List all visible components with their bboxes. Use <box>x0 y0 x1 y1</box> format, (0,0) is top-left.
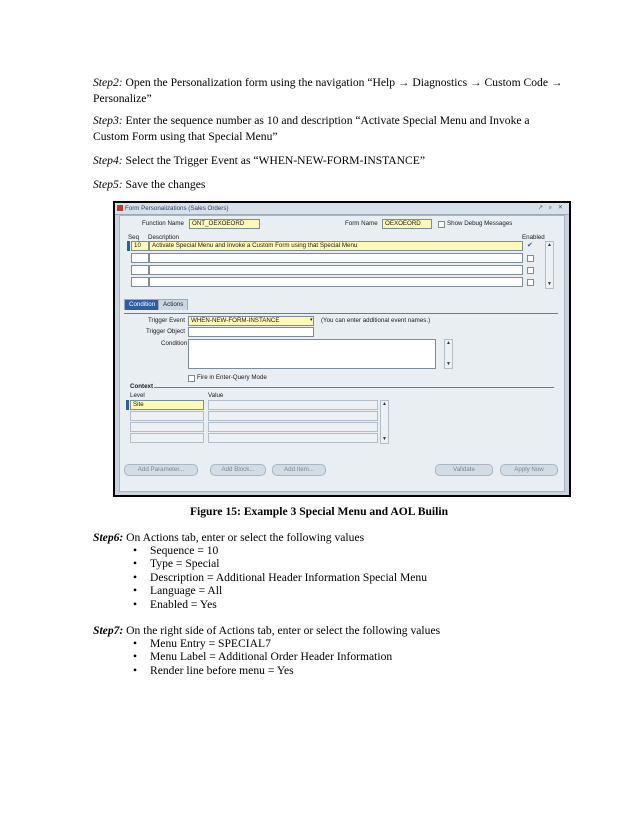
list-item: • Description = Additional Header Information Special Menu <box>133 571 427 584</box>
step3-paragraph <box>93 113 563 144</box>
step2-text: Open the Personalization form using the navigation “Help → Diagnostics → Custom Code → Personalize” <box>93 76 563 105</box>
level-select[interactable] <box>130 433 204 443</box>
show-debug-label: Show Debug Messages <box>447 220 513 227</box>
level-select[interactable]: Site <box>130 400 204 410</box>
step5-text: Save the changes <box>122 178 206 191</box>
step6-text: On Actions tab, enter or select the following values <box>123 531 365 544</box>
description-cell[interactable] <box>149 277 523 287</box>
description-header: Description <box>148 234 179 241</box>
trigger-event-hint: (You can enter additional event names.) <box>321 317 431 324</box>
enabled-check[interactable]: ✔ <box>527 242 533 249</box>
step6-list <box>133 544 427 611</box>
add-parameter-button[interactable]: Add Parameter... <box>124 464 198 476</box>
step5-paragraph <box>93 177 563 193</box>
value-field[interactable] <box>208 411 378 421</box>
seq-cell[interactable] <box>131 277 149 287</box>
row-indicator <box>126 400 129 410</box>
step3-text: Enter the sequence number as 10 and description “Activate Special Menu and Invoke a Custom Form using that Special Menu” <box>93 114 530 143</box>
condition-scrollbar[interactable] <box>444 339 453 369</box>
scroll-up-icon[interactable]: ▲ <box>446 340 451 346</box>
context-divider <box>154 387 554 388</box>
scroll-up-icon[interactable]: ▲ <box>382 401 387 407</box>
scroll-down-icon[interactable]: ▼ <box>382 436 387 442</box>
scroll-up-icon[interactable]: ▲ <box>547 242 552 248</box>
chevron-down-icon[interactable]: ▾ <box>310 317 313 323</box>
list-item: • Type = Special <box>133 557 427 570</box>
figure-caption: Figure 15: Example 3 Special Menu and AOL Builin <box>189 505 449 518</box>
condition-panel <box>124 313 558 462</box>
scroll-down-icon[interactable]: ▼ <box>446 361 451 367</box>
trigger-object-label: Trigger Object <box>146 328 185 335</box>
seq-cell[interactable]: 10 <box>131 241 149 251</box>
level-select[interactable] <box>130 411 204 421</box>
level-header: Level <box>130 392 145 399</box>
tab-condition[interactable]: Condition <box>124 299 160 310</box>
window-controls[interactable]: ↗ ⌕ ✕ <box>537 204 565 211</box>
step4-paragraph <box>93 153 563 169</box>
enabled-checkbox[interactable] <box>527 255 534 262</box>
app-icon <box>117 205 123 211</box>
window-titlebar <box>115 203 569 215</box>
add-block-button[interactable]: Add Block... <box>210 464 266 476</box>
enabled-checkbox[interactable] <box>527 279 534 286</box>
trigger-event-label: Trigger Event <box>148 317 185 324</box>
value-field[interactable] <box>208 400 378 410</box>
step7-label: Step7: <box>93 624 124 637</box>
form-personalization-screenshot <box>113 201 571 497</box>
seq-cell[interactable] <box>131 253 149 263</box>
description-cell[interactable] <box>149 265 523 275</box>
description-cell[interactable] <box>149 253 523 263</box>
validate-button[interactable]: Validate <box>435 464 493 476</box>
context-label: Context <box>130 383 154 390</box>
form-name-label: Form Name <box>345 220 378 227</box>
trigger-object-field[interactable] <box>188 327 314 337</box>
list-item: • Menu Label = Additional Order Header Information <box>133 650 392 663</box>
step7-list <box>133 637 392 677</box>
step5-label: Step5: <box>93 178 123 191</box>
step2-label: Step2: <box>93 76 123 89</box>
apply-now-button[interactable]: Apply Now <box>500 464 558 476</box>
step3-label: Step3: <box>93 114 123 127</box>
list-item: • Render line before menu = Yes <box>133 664 392 677</box>
step6-label: Step6: <box>93 531 124 544</box>
condition-textarea[interactable] <box>188 339 436 369</box>
tab-actions[interactable]: Actions <box>158 299 188 310</box>
scroll-down-icon[interactable]: ▼ <box>547 281 552 287</box>
form-name-field[interactable]: OEXOEORD <box>382 219 432 229</box>
list-item: • Menu Entry = SPECIAL7 <box>133 637 392 650</box>
list-item: • Enabled = Yes <box>133 598 427 611</box>
value-header: Value <box>208 392 224 399</box>
level-select[interactable] <box>130 422 204 432</box>
list-item: • Language = All <box>133 584 427 597</box>
row-indicator <box>127 241 130 251</box>
step4-text: Select the Trigger Event as “WHEN-NEW-FORM-INSTANCE” <box>122 154 426 167</box>
form-window <box>119 215 565 492</box>
value-field[interactable] <box>208 422 378 432</box>
value-field[interactable] <box>208 433 378 443</box>
context-scrollbar[interactable] <box>380 400 389 444</box>
function-name-label: Function Name <box>142 220 184 227</box>
seq-header: Seq <box>128 234 140 241</box>
add-item-button[interactable]: Add Item... <box>272 464 326 476</box>
condition-label: Condition <box>161 340 188 347</box>
seq-cell[interactable] <box>131 265 149 275</box>
step2-paragraph <box>93 75 563 106</box>
list-item: • Sequence = 10 <box>133 544 427 557</box>
show-debug-checkbox[interactable] <box>438 221 445 228</box>
function-name-field[interactable]: ONT_OEXOEORD <box>189 219 260 229</box>
fire-enter-query-checkbox[interactable] <box>188 375 195 382</box>
rules-scrollbar[interactable] <box>545 241 554 289</box>
step4-label: Step4: <box>93 154 123 167</box>
step7-text: On the right side of Actions tab, enter or select the following values <box>123 624 441 637</box>
description-cell[interactable]: Activate Special Menu and Invoke a Custom Form using that Special Menu <box>149 241 523 251</box>
window-title: Form Personalizations (Sales Orders) <box>125 205 229 212</box>
trigger-event-select[interactable]: WHEN-NEW-FORM-INSTANCE <box>188 316 314 326</box>
enabled-checkbox[interactable] <box>527 267 534 274</box>
enabled-header: Enabled <box>522 234 545 241</box>
fire-enter-query-label: Fire in Enter-Query Mode <box>197 374 267 381</box>
